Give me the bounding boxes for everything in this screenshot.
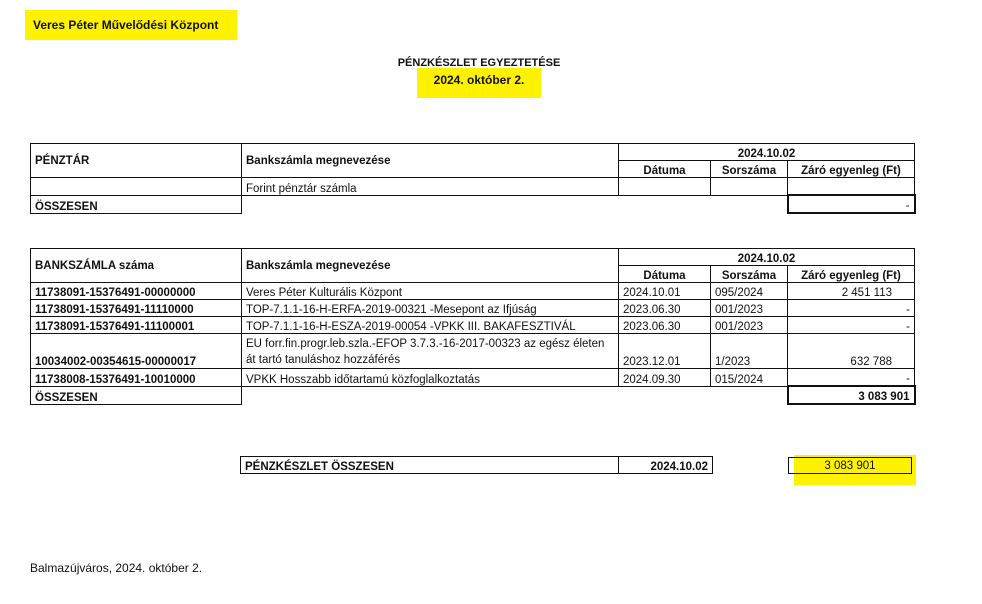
account-name-line1: EU forr.fin.progr.leb.szla.-EFOP 3.7.3.-16-2017-00323 az egész életen (246, 338, 605, 350)
account-serial: 095/2024 (711, 283, 788, 300)
cash-col1-header: PÉNZTÁR (31, 144, 242, 178)
cash-total-value: - (788, 195, 915, 213)
summary-value-box (788, 457, 912, 474)
organization-name: Veres Péter Művelődési Központ (33, 18, 219, 32)
page-date: 2024. október 2. (433, 73, 525, 87)
bank-total-label: ÖSSZESEN (31, 386, 242, 404)
account-date: 2024.10.01 (619, 283, 711, 300)
summary-table (240, 456, 713, 474)
account-balance: 2 451 113 (788, 283, 915, 300)
cash-sub-serial: Sorszáma (711, 161, 788, 178)
bank-table (30, 248, 916, 405)
account-number: 11738091-15376491-11110000 (31, 300, 242, 317)
cash-sub-date: Dátuma (619, 161, 711, 178)
account-serial: 001/2023 (711, 317, 788, 334)
table-row (31, 300, 915, 317)
cash-row-name: Forint pénztár számla (242, 178, 619, 196)
bank-total-value: 3 083 901 (788, 386, 915, 404)
account-name: VPKK Hosszabb időtartamú közfoglalkoztatás (242, 369, 619, 387)
account-balance: - (788, 300, 915, 317)
account-balance: 632 788 (788, 334, 915, 369)
account-number: 11738091-15376491-00000000 (31, 283, 242, 300)
bank-col1-header: BANKSZÁMLA száma (31, 249, 242, 283)
account-number: 11738091-15376491-11100001 (31, 317, 242, 334)
account-serial: 001/2023 (711, 300, 788, 317)
account-serial: 015/2024 (711, 369, 788, 387)
account-date: 2024.09.30 (619, 369, 711, 387)
account-name-line2: át tartó tanuláshoz hozzáférés (246, 354, 401, 366)
summary-label: PÉNZKÉSZLET ÖSSZESEN (241, 457, 619, 474)
account-name: Veres Péter Kulturális Központ (242, 283, 619, 300)
account-number: 10034002-00354615-00000017 (31, 334, 242, 369)
table-row (31, 369, 915, 387)
cash-row-serial (711, 178, 788, 196)
table-row (31, 283, 915, 300)
account-date: 2023.06.30 (619, 317, 711, 334)
account-date: 2023.12.01 (619, 334, 711, 369)
account-balance: - (788, 317, 915, 334)
summary-date: 2024.10.02 (619, 457, 713, 474)
account-date: 2023.06.30 (619, 300, 711, 317)
bank-sub-serial: Sorszáma (711, 266, 788, 283)
bank-sub-balance: Záró egyenleg (Ft) (788, 266, 915, 283)
cash-col2-header: Bankszámla megnevezése (242, 144, 619, 178)
account-name: TOP-7.1.1-16-H-ESZA-2019-00054 -VPKK III. BAKAFESZTIVÁL (242, 317, 619, 334)
bank-sub-date: Dátuma (619, 266, 711, 283)
account-serial: 1/2023 (711, 334, 788, 369)
cash-row-balance (788, 178, 915, 196)
footer-place-date: Balmazújváros, 2024. október 2. (30, 561, 203, 575)
cash-total-label: ÖSSZESEN (31, 195, 242, 213)
account-balance: - (788, 369, 915, 387)
bank-date-header: 2024.10.02 (619, 249, 915, 266)
cash-row-date (619, 178, 711, 196)
summary-value: 3 083 901 (824, 460, 876, 472)
account-name: TOP-7.1.1-16-H-ERFA-2019-00321 -Mesepont az Ifjúság (242, 300, 619, 317)
table-row (31, 334, 915, 369)
page-title: PÉNZKÉSZLET EGYEZTETÉSE (397, 57, 561, 69)
bank-col2-header: Bankszámla megnevezése (242, 249, 619, 283)
cash-date-header: 2024.10.02 (619, 144, 915, 161)
cash-empty-cell (31, 178, 242, 196)
account-number: 11738008-15376491-10010000 (31, 369, 242, 387)
table-row (31, 317, 915, 334)
cash-table (30, 143, 916, 214)
cash-sub-balance: Záró egyenleg (Ft) (788, 161, 915, 178)
account-name (242, 334, 619, 369)
